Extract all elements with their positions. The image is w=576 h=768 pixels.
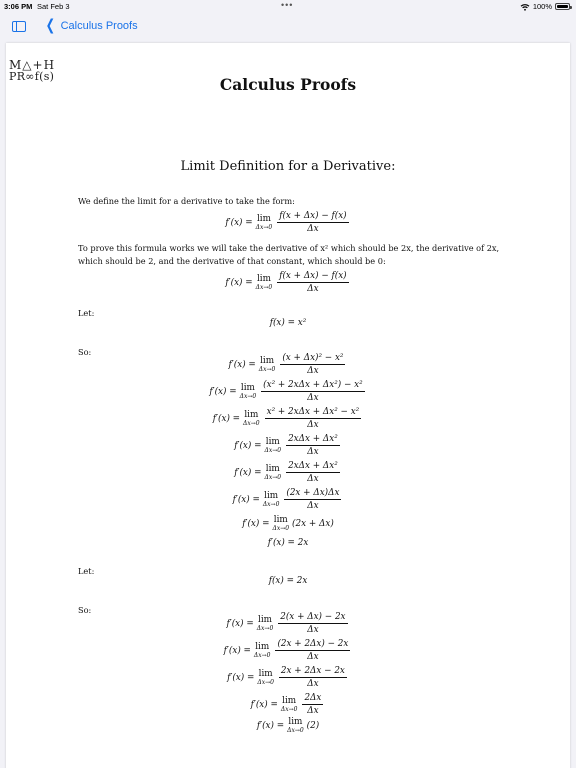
equation-step-2-1 [6,613,570,635]
eq-lhs: f′(x) = [212,413,241,424]
limit-operator [240,384,257,400]
limit-expression: (2) [306,720,320,731]
so-label-2: So: [78,605,92,615]
limit-operator [254,643,271,659]
equation-step-2-3 [6,667,570,689]
fraction [277,212,348,234]
numerator: (x² + 2xΔx + Δx²) − x² [263,380,363,390]
equation-definition [6,212,570,234]
battery-percent: 100% [532,2,552,11]
fraction [302,694,323,716]
denominator: Δx [265,418,362,430]
lim-text: lim [265,436,280,447]
denominator: Δx [284,499,341,511]
lim-sub: Δx→0 [257,678,274,686]
limit-operator [257,616,274,632]
denominator: Δx [277,282,348,294]
lim-sub: Δx→0 [264,473,282,481]
eq-lhs: f′(x) = [223,645,251,656]
page-title: Calculus Proofs [219,75,357,94]
fraction [278,613,347,635]
numerator: f(x + Δx) − f(x) [279,211,347,221]
eq-lhs: f′(x) = [227,672,255,683]
navigation-bar [0,14,576,42]
equation-step-7 [6,516,570,532]
numerator: 2(x + Δx) − 2x [280,612,346,622]
numerator: (x + Δx)² − x² [282,353,344,363]
lim-sub: Δx→0 [239,392,257,400]
denominator: Δx [275,650,350,662]
limit-operator [256,215,273,231]
limit-operator [263,492,280,508]
numerator: 2xΔx + Δx² [288,434,338,444]
limit-operator [281,697,298,713]
fraction [279,667,347,689]
eq-lhs: f′(x) = [232,494,260,505]
limit-operator [256,275,273,291]
lim-text: lim [273,515,288,525]
eq-lhs: f′(x) = [234,467,262,478]
equation-step-2-4 [6,694,570,716]
numerator: 2Δx [304,693,322,703]
eq-lhs: f′(x) = [225,277,253,288]
limit-operator [265,438,282,454]
equation-step-5 [6,462,570,484]
limit-operator [257,670,274,686]
limit-expression: (2x + Δx) [292,518,334,529]
let-label: Let: [78,308,95,318]
logo-line-2: PR∞f(s) [9,70,55,83]
fraction [284,489,341,511]
denominator: Δx [286,445,340,457]
denominator: Δx [277,222,348,234]
eq-lhs: f′(x) = [250,699,278,710]
numerator: 2x + 2Δx − 2x [280,666,345,676]
chevron-left-icon: ❮ [45,16,56,34]
limit-operator [287,718,304,734]
intro-paragraph: We define the limit for a derivative to take the form: [78,196,295,206]
eq-lhs: f′(x) = [226,618,254,629]
equation-step-3 [6,408,570,430]
limit-operator [259,357,276,373]
eq-lhs: f′(x) = [228,359,256,370]
eq-lhs: f′(x) = [256,720,285,731]
eq-lhs: f′(x) = [242,518,270,529]
lim-text: lim [244,409,259,420]
denominator: Δx [261,391,364,403]
numerator: (2x + 2Δx) − 2x [277,639,349,649]
explanation-paragraph: To prove this formula works we will take the derivative of x² which should be 2x, the derivative of 2x, which should be 2, and the derivative of that constant, which should be 0: [78,243,500,266]
lim-sub: Δx→0 [262,500,280,508]
lim-sub: Δx→0 [264,446,282,454]
fraction [280,354,345,376]
lim-sub: Δx→0 [256,624,274,632]
equation-step-1 [6,354,570,376]
sidebar-toggle-icon[interactable] [12,21,26,32]
lim-sub: Δx→0 [280,705,298,713]
let-label-2: Let: [78,566,95,576]
equation-result-1: f′(x) = 2x [267,538,309,548]
lim-sub: Δx→0 [243,419,260,427]
section-heading: Limit Definition for a Derivative: [180,159,396,174]
lim-text: lim [256,273,271,284]
denominator: Δx [280,364,345,376]
lim-text: lim [260,355,275,366]
fraction [261,381,364,403]
lim-text: lim [258,668,273,679]
lim-text: lim [264,490,279,501]
status-right [520,2,570,11]
fraction [265,408,362,430]
denominator: Δx [279,677,347,689]
lim-sub: Δx→0 [255,223,273,231]
lim-sub: Δx→0 [287,726,304,734]
equation-step-2-5 [6,718,570,734]
lim-sub: Δx→0 [253,651,271,659]
multitasking-dots[interactable]: ••• [281,0,294,10]
lim-text: lim [282,695,297,706]
limit-operator [265,465,282,481]
lim-text: lim [258,614,272,625]
numerator: x² + 2xΔx + Δx² − x² [266,407,360,417]
lim-sub: Δx→0 [258,365,276,373]
eq-lhs: f′(x) = [234,440,262,451]
battery-icon [555,3,570,10]
equation-step-2-2 [6,640,570,662]
status-date: Sat Feb 3 [37,2,70,11]
fraction [275,640,350,662]
lim-sub: Δx→0 [272,524,290,532]
denominator: Δx [278,623,347,635]
status-time: 3:06 PM [4,2,33,11]
eq-lhs: f′(x) = [209,386,237,397]
document-page[interactable] [6,43,570,768]
equation-definition-2 [6,272,570,294]
back-label: Calculus Proofs [60,19,138,32]
equation-step-2 [6,381,570,403]
denominator: Δx [302,704,323,716]
lim-text: lim [265,463,280,474]
status-bar [0,0,576,14]
limit-operator [243,411,260,427]
back-button[interactable] [44,18,138,33]
equation-step-4 [6,435,570,457]
equation-fx-squared: f(x) = x² [269,318,307,328]
logo-line-1: M△+H [9,58,56,72]
lim-text: lim [255,641,270,652]
equation-step-6 [6,489,570,511]
fraction [286,462,340,484]
fraction [286,435,340,457]
eq-lhs: f′(x) = [225,217,253,228]
numerator: 2xΔx + Δx² [288,461,338,471]
numerator: (2x + Δx)Δx [286,488,340,498]
lim-text: lim [256,213,271,224]
lim-sub: Δx→0 [255,283,273,291]
limit-operator [272,516,289,532]
equation-fx-2x: f(x) = 2x [268,576,308,586]
lim-text: lim [240,382,255,393]
denominator: Δx [286,472,340,484]
wifi-icon [520,3,530,11]
lim-text: lim [288,717,303,727]
so-label: So: [78,347,92,357]
numerator: f(x + Δx) − f(x) [279,271,347,281]
fraction [277,272,348,294]
